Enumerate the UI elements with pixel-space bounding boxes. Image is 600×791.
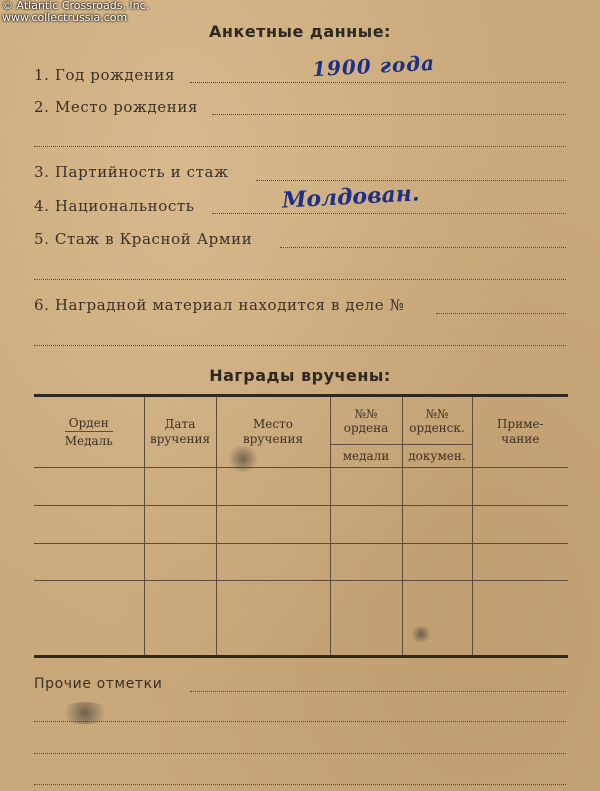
table-cell[interactable] <box>216 543 330 581</box>
field-award-file-line <box>436 313 566 314</box>
form-title: Анкетные данные: <box>209 22 391 41</box>
field-birth-place-line <box>212 114 566 115</box>
field-army-service-label: 5. Стаж в Красной Армии <box>34 230 253 248</box>
header-remarks <box>472 396 568 468</box>
table-row <box>34 468 568 506</box>
table-cell[interactable] <box>34 581 144 657</box>
table-cell[interactable] <box>216 581 330 657</box>
other-notes-line-2 <box>34 721 566 722</box>
table-cell[interactable] <box>402 543 472 581</box>
header-order-number-top: №№ ордена <box>343 406 389 435</box>
other-notes-label: Прочие отметки <box>34 676 163 692</box>
table-cell[interactable] <box>402 581 472 657</box>
table-row <box>34 543 568 581</box>
field-army-service-line-2 <box>34 279 566 280</box>
table-cell[interactable] <box>402 505 472 543</box>
field-birth-place-label: 2. Место рождения <box>34 98 199 116</box>
awards-header-row <box>34 396 568 468</box>
other-notes-line-3 <box>34 753 566 754</box>
header-place-bottom: вручения <box>242 432 304 446</box>
table-cell[interactable] <box>34 468 144 506</box>
header-medal-label: Медаль <box>65 431 113 449</box>
table-cell[interactable] <box>144 543 216 581</box>
awards-table <box>34 394 568 658</box>
table-row <box>34 581 568 657</box>
field-birth-year-value: 1900 года <box>311 50 436 82</box>
header-order-document-bottom: докумен. <box>403 444 472 467</box>
ink-stain <box>58 702 112 724</box>
table-cell[interactable] <box>330 468 402 506</box>
table-cell[interactable] <box>216 468 330 506</box>
field-nationality-value: Молдован. <box>281 180 421 214</box>
header-order-medal <box>34 396 144 468</box>
watermark-line-2: www.collectrussia.com <box>2 11 128 24</box>
header-place-top: Место <box>253 417 293 431</box>
header-date-bottom: вручения <box>149 432 211 446</box>
table-cell[interactable] <box>402 468 472 506</box>
header-date-top: Дата <box>164 417 196 431</box>
header-order-document-top: №№ орденск. <box>409 406 465 435</box>
field-birth-year-line <box>190 82 566 83</box>
header-remarks-bottom: чание <box>501 432 540 446</box>
header-order-document <box>402 396 472 468</box>
table-cell[interactable] <box>144 468 216 506</box>
table-row <box>34 505 568 543</box>
copyright-watermark <box>2 0 149 24</box>
ink-stain <box>410 626 432 642</box>
table-cell[interactable] <box>330 505 402 543</box>
field-party-label: 3. Партийность и стаж <box>34 163 229 181</box>
header-remarks-top: Приме- <box>496 417 544 431</box>
header-order-label: Орден <box>68 415 109 430</box>
table-cell[interactable] <box>330 543 402 581</box>
header-date <box>144 396 216 468</box>
table-cell[interactable] <box>144 505 216 543</box>
field-army-service-line <box>280 247 566 248</box>
ink-stain <box>226 446 260 472</box>
header-order-number-bottom: медали <box>331 444 402 467</box>
watermark-line-1: © Atlantic Crossroads, Inc. <box>2 0 150 12</box>
table-cell[interactable] <box>144 581 216 657</box>
field-birth-place-line-2 <box>34 146 566 147</box>
table-cell[interactable] <box>472 505 568 543</box>
table-cell[interactable] <box>472 581 568 657</box>
table-cell[interactable] <box>330 581 402 657</box>
other-notes-line-4 <box>34 784 566 785</box>
table-cell[interactable] <box>34 505 144 543</box>
table-cell[interactable] <box>34 543 144 581</box>
table-cell[interactable] <box>472 468 568 506</box>
header-order-number <box>330 396 402 468</box>
table-cell[interactable] <box>472 543 568 581</box>
field-award-file-label: 6. Наградной материал находится в деле № <box>34 296 405 314</box>
awards-title: Награды вручены: <box>209 366 391 385</box>
field-nationality-line <box>212 213 566 214</box>
field-nationality-label: 4. Национальность <box>34 197 195 215</box>
field-birth-year-label: 1. Год рождения <box>34 66 176 84</box>
table-cell[interactable] <box>216 505 330 543</box>
field-award-file-line-2 <box>34 345 566 346</box>
other-notes-line-1 <box>190 691 566 692</box>
